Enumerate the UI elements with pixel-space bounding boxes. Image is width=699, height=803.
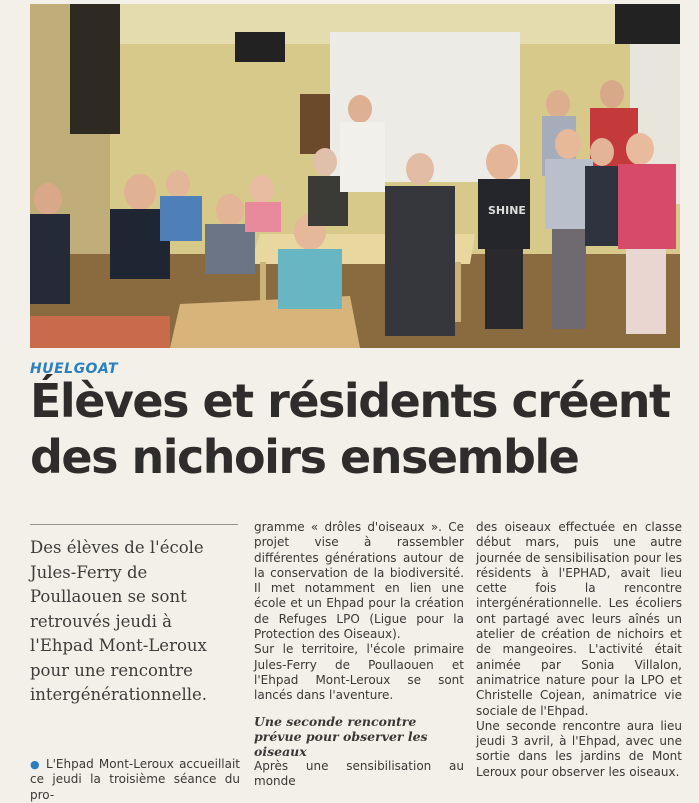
article-photo <box>30 4 680 348</box>
article-kicker: HUELGOAT <box>30 361 119 377</box>
article-column-3 <box>476 520 682 780</box>
shirt-text: SHINE <box>488 204 526 217</box>
lead-divider <box>30 524 238 525</box>
article-subhead: Une seconde rencontre prévue pour observer les oiseaux <box>254 713 428 759</box>
col2-paragraph-1: gramme « drôles d'oiseaux ». Ce projet vise à rassembler différentes générations autour de la conservation de la biodiversité. Il met notamment en lien une école et un Ehpad pour la création de Refuges LPO (Ligue pour la Protection des Oiseaux). <box>254 520 464 642</box>
headline-line-2: des nichoirs ensemble <box>30 430 579 484</box>
article-lead: Des élèves de l'école Jules-Ferry de Poullaouen se sont retrouvés jeudi à l'Ehpad Mont-Leroux pour une rencontre intergénérationnelle. <box>30 538 208 704</box>
article-headline <box>30 373 690 485</box>
col1-paragraph-1 <box>30 757 240 803</box>
col2-paragraph-2: Sur le territoire, l'école primaire Jules-Ferry de Poullaouen et l'Ehpad Mont-Leroux se sont lancés dans l'aventure. <box>254 642 464 703</box>
headline-line-1: Élèves et résidents créent <box>30 374 670 428</box>
col2-paragraph-3: Après une sensibilisation au monde <box>254 758 464 788</box>
col3-paragraph-1: des oiseaux effectuée en classe début mars, puis une autre journée de sensibilisation pour les résidents à l'EPHAD, avait lieu cette fois la rencontre intergénérationnelle. Les écoliers ont partagé avec leurs aînés un atelier de création de nichoirs et de mangeoires. L'activité était animée par Sonia Villalon, animatrice nature pour la LPO et Christelle Cojean, animatrice vie sociale de l'Ehpad. <box>476 520 682 718</box>
article-column-2 <box>254 520 464 789</box>
bullet-icon: ● <box>30 758 46 771</box>
col1-paragraph-1-text: L'Ehpad Mont-Leroux accueillait ce jeudi la troisième séance du pro- <box>30 757 240 802</box>
group-photo-illustration <box>30 4 680 348</box>
article-column-1 <box>30 757 240 803</box>
col3-paragraph-2: Une seconde rencontre aura lieu jeudi 3 avril, à l'Ehpad, avec une sortie dans les jardins de Mont Leroux pour observer les oiseaux. <box>476 718 682 779</box>
